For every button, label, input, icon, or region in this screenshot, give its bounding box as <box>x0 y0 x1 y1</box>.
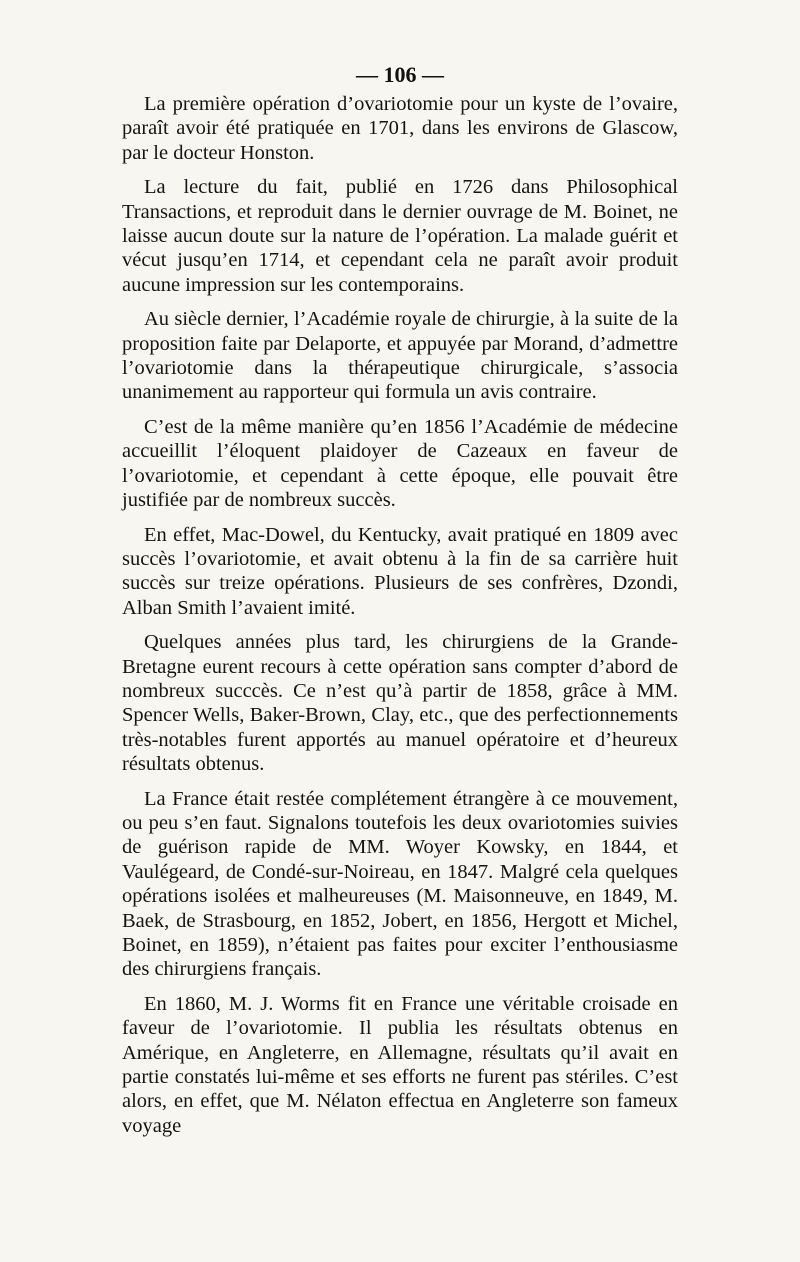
paragraph-1: La première opération d’ovariotomie pour un kyste de l’ovaire, paraît avoir été pratiquée en 1701, dans les environs de Glascow, par le docteur Honston. <box>122 93 678 164</box>
paragraph-2: La lecture du fait, publié en 1726 dans Philosophical Transactions, et reproduit dans le dernier ouvrage de M. Boinet, ne laisse aucun doute sur la nature de l’opération. La malade guérit et vécut jusqu’en 1714, et cependant cela ne paraît avoir produit aucune impression sur les contemporains. <box>122 176 678 296</box>
paragraph-7: La France était restée complétement étrangère à ce mouvement, ou peu s’en faut. Signalons toutefois les deux ovariotomies suivies de guérison rapide de MM. Woyer Kowsky, en 1844, et Vaulégeard, de Condé-sur-Noireau, en 1847. Malgré cela quelques opérations isolées et malheureuses (M. Maisonneuve, en 1849, M. Baek, de Strasbourg, en 1852, Jobert, en 1856, Hergott et Michel, Boinet, en 1859), n’étaient pas faites pour exciter l’enthousiasme des chirurgiens français. <box>122 787 678 981</box>
page-number: — 106 — <box>356 62 444 87</box>
body-text <box>122 92 678 1138</box>
paragraph-5: En effet, Mac-Dowel, du Kentucky, avait pratiqué en 1809 avec succès l’ovariotomie, et avait obtenu à la fin de sa carrière huit succès sur treize opérations. Plusieurs de ses confrères, Dzondi, Alban Smith l’avaient imité. <box>122 523 678 619</box>
paragraph-6: Quelques années plus tard, les chirurgiens de la Grande-Bretagne eurent recours à cette opération sans compter d’abord de nombreux succcès. Ce n’est qu’à partir de 1858, grâce à MM. Spencer Wells, Baker-Brown, Clay, etc., que des perfectionnements très-notables furent apportés au manuel opératoire et d’heureux résultats obtenus. <box>122 631 678 776</box>
paragraph-3: Au siècle dernier, l’Académie royale de chirurgie, à la suite de la proposition faite par Delaporte, et appuyée par Morand, d’admettre l’ovariotomie dans la thérapeutique chirurgicale, s’associa unanimement au rapporteur qui formula un avis contraire. <box>122 308 678 404</box>
paragraph-8: En 1860, M. J. Worms fit en France une véritable croisade en faveur de l’ovariotomie. Il publia les résultats obtenus en Amérique, en Angleterre, en Allemagne, résultats qu’il avait en partie constatés lui-même et ses efforts ne furent pas stériles. C’est alors, en effet, que M. Nélaton effectua en Angleterre son fameux voyage <box>122 992 678 1137</box>
paragraph-4: C’est de la même manière qu’en 1856 l’Académie de médecine accueillit l’éloquent plaidoyer de Cazeaux en faveur de l’ovariotomie, et cependant à cette époque, elle pouvait être justifiée par de nombreux succès. <box>122 415 678 512</box>
